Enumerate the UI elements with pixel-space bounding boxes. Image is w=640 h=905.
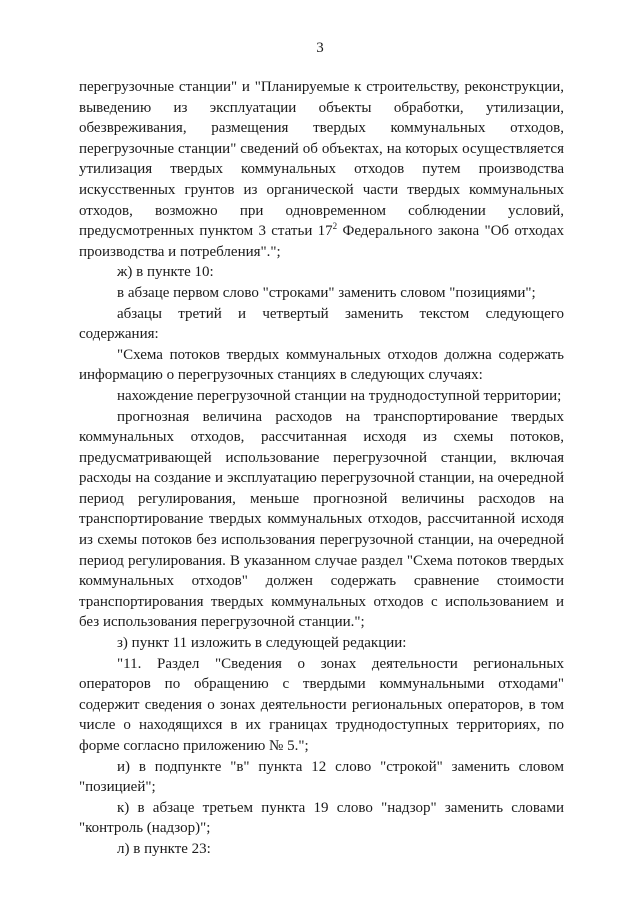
paragraph-5: "Схема потоков твердых коммунальных отходов должна содержать информацию о перегрузочных станциях в следующих случаях: bbox=[79, 346, 564, 384]
paragraph-1 bbox=[79, 77, 564, 262]
paragraph-text-continued: Федерального закона "Об отходах производства и потребления"."; bbox=[79, 223, 564, 260]
paragraph-4: абзацы третий и четвертый заменить текстом следующего содержания: bbox=[79, 305, 564, 343]
paragraph-2: ж) в пункте 10: bbox=[117, 264, 214, 281]
paragraph-3: в абзаце первом слово "строками" заменить словом "позициями"; bbox=[117, 284, 536, 301]
page-number: 3 bbox=[316, 40, 324, 56]
paragraph-11: к) в абзаце третьем пункта 19 слово "надзор" заменить словами "контроль (надзор)"; bbox=[79, 799, 564, 837]
paragraph-8: з) пункт 11 изложить в следующей редакции: bbox=[117, 635, 407, 652]
superscript: 2 bbox=[332, 221, 338, 232]
paragraph-6: нахождение перегрузочной станции на труднодоступной территории; bbox=[117, 387, 562, 404]
paragraph-12: л) в пункте 23: bbox=[117, 840, 211, 857]
paragraph-text: перегрузочные станции" и "Планируемые к строительству, реконструкции, выведению из эксплуатации объекты обработки, утилизации, обезвреживания, размещения твердых коммунальных отходов, перегрузочные станции" сведений об объектах, на которых осуществляется утилизация твердых коммунальных отходов путем производства искусственных грунтов из органической части твердых коммунальных отходов, возможно при одновременном соблюдении условий, предусмотренных пунктом 3 статьи 17 bbox=[79, 79, 564, 240]
paragraph-10: и) в подпункте "в" пункта 12 слово "строкой" заменить словом "позицией"; bbox=[79, 758, 564, 796]
paragraph-9: "11. Раздел "Сведения о зонах деятельности региональных операторов по обращению с твердыми коммунальными отходами" содержит сведения о зонах деятельности региональных операторов, в том числе о находящихся в их границах труднодоступных территориях, по форме согласно приложению № 5."; bbox=[79, 655, 564, 754]
document-body bbox=[79, 77, 564, 860]
paragraph-7: прогнозная величина расходов на транспортирование твердых коммунальных отходов, рассчитанная исходя из схемы потоков, предусматривающей использование перегрузочной станции, включая расходы на создание и эксплуатацию перегрузочной станции, на очередной период регулирования, меньше прогнозной величины расходов на транспортирование твердых коммунальных отходов, рассчитанной исходя из схемы потоков без использования перегрузочной станции, на очередной период регулирования. В указанном случае раздел "Схема потоков твердых коммунальных отходов" должен содержать сравнение стоимости транспортирования твердых коммунальных отходов с использованием и без использования перегрузочной станции."; bbox=[79, 408, 564, 631]
